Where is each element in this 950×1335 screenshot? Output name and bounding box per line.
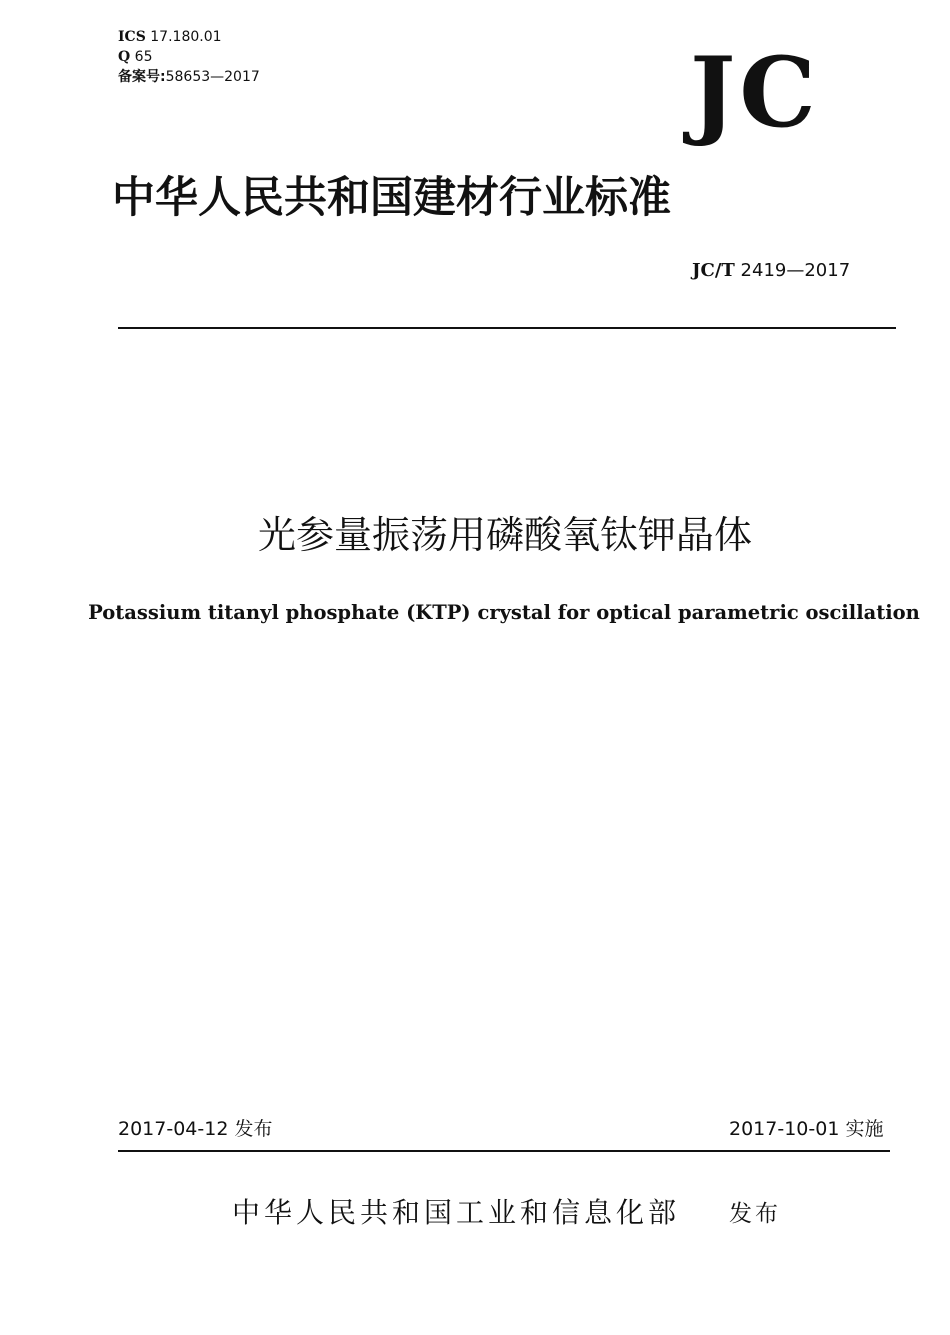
industry-standard-title: 中华人民共和国建材行业标准 [112,173,671,223]
issuer-suffix: 发布 [729,1201,781,1227]
ics-line [118,28,222,46]
filing-line [118,68,260,86]
document-title-en: Potassium titanyl phosphate (KTP) crystal for optical parametric oscillation [88,601,920,624]
document-title-zh: 光参量振荡用磷酸氧钛钾晶体 [257,513,752,557]
standard-number-value: 2419—2017 [740,260,851,281]
filing-number: 58653—2017 [165,69,260,85]
jc-logo: JC [690,36,820,149]
publish-date: 2017-04-12 发布 [118,1118,273,1140]
ics-code: 17.180.01 [150,29,222,45]
ccs-line [118,48,152,66]
header-divider [118,327,896,329]
issuer: 中华人民共和国工业和信息化部 [232,1196,681,1229]
ics-label: ICS [118,29,146,45]
implement-date: 2017-10-01 实施 [729,1118,884,1140]
filing-label: 备案号: [118,69,166,85]
ccs-code: 65 [134,49,153,65]
footer-divider [118,1150,890,1152]
standard-number [692,258,850,284]
ccs-label: Q [118,49,131,65]
standard-code: JC/T [692,260,735,281]
